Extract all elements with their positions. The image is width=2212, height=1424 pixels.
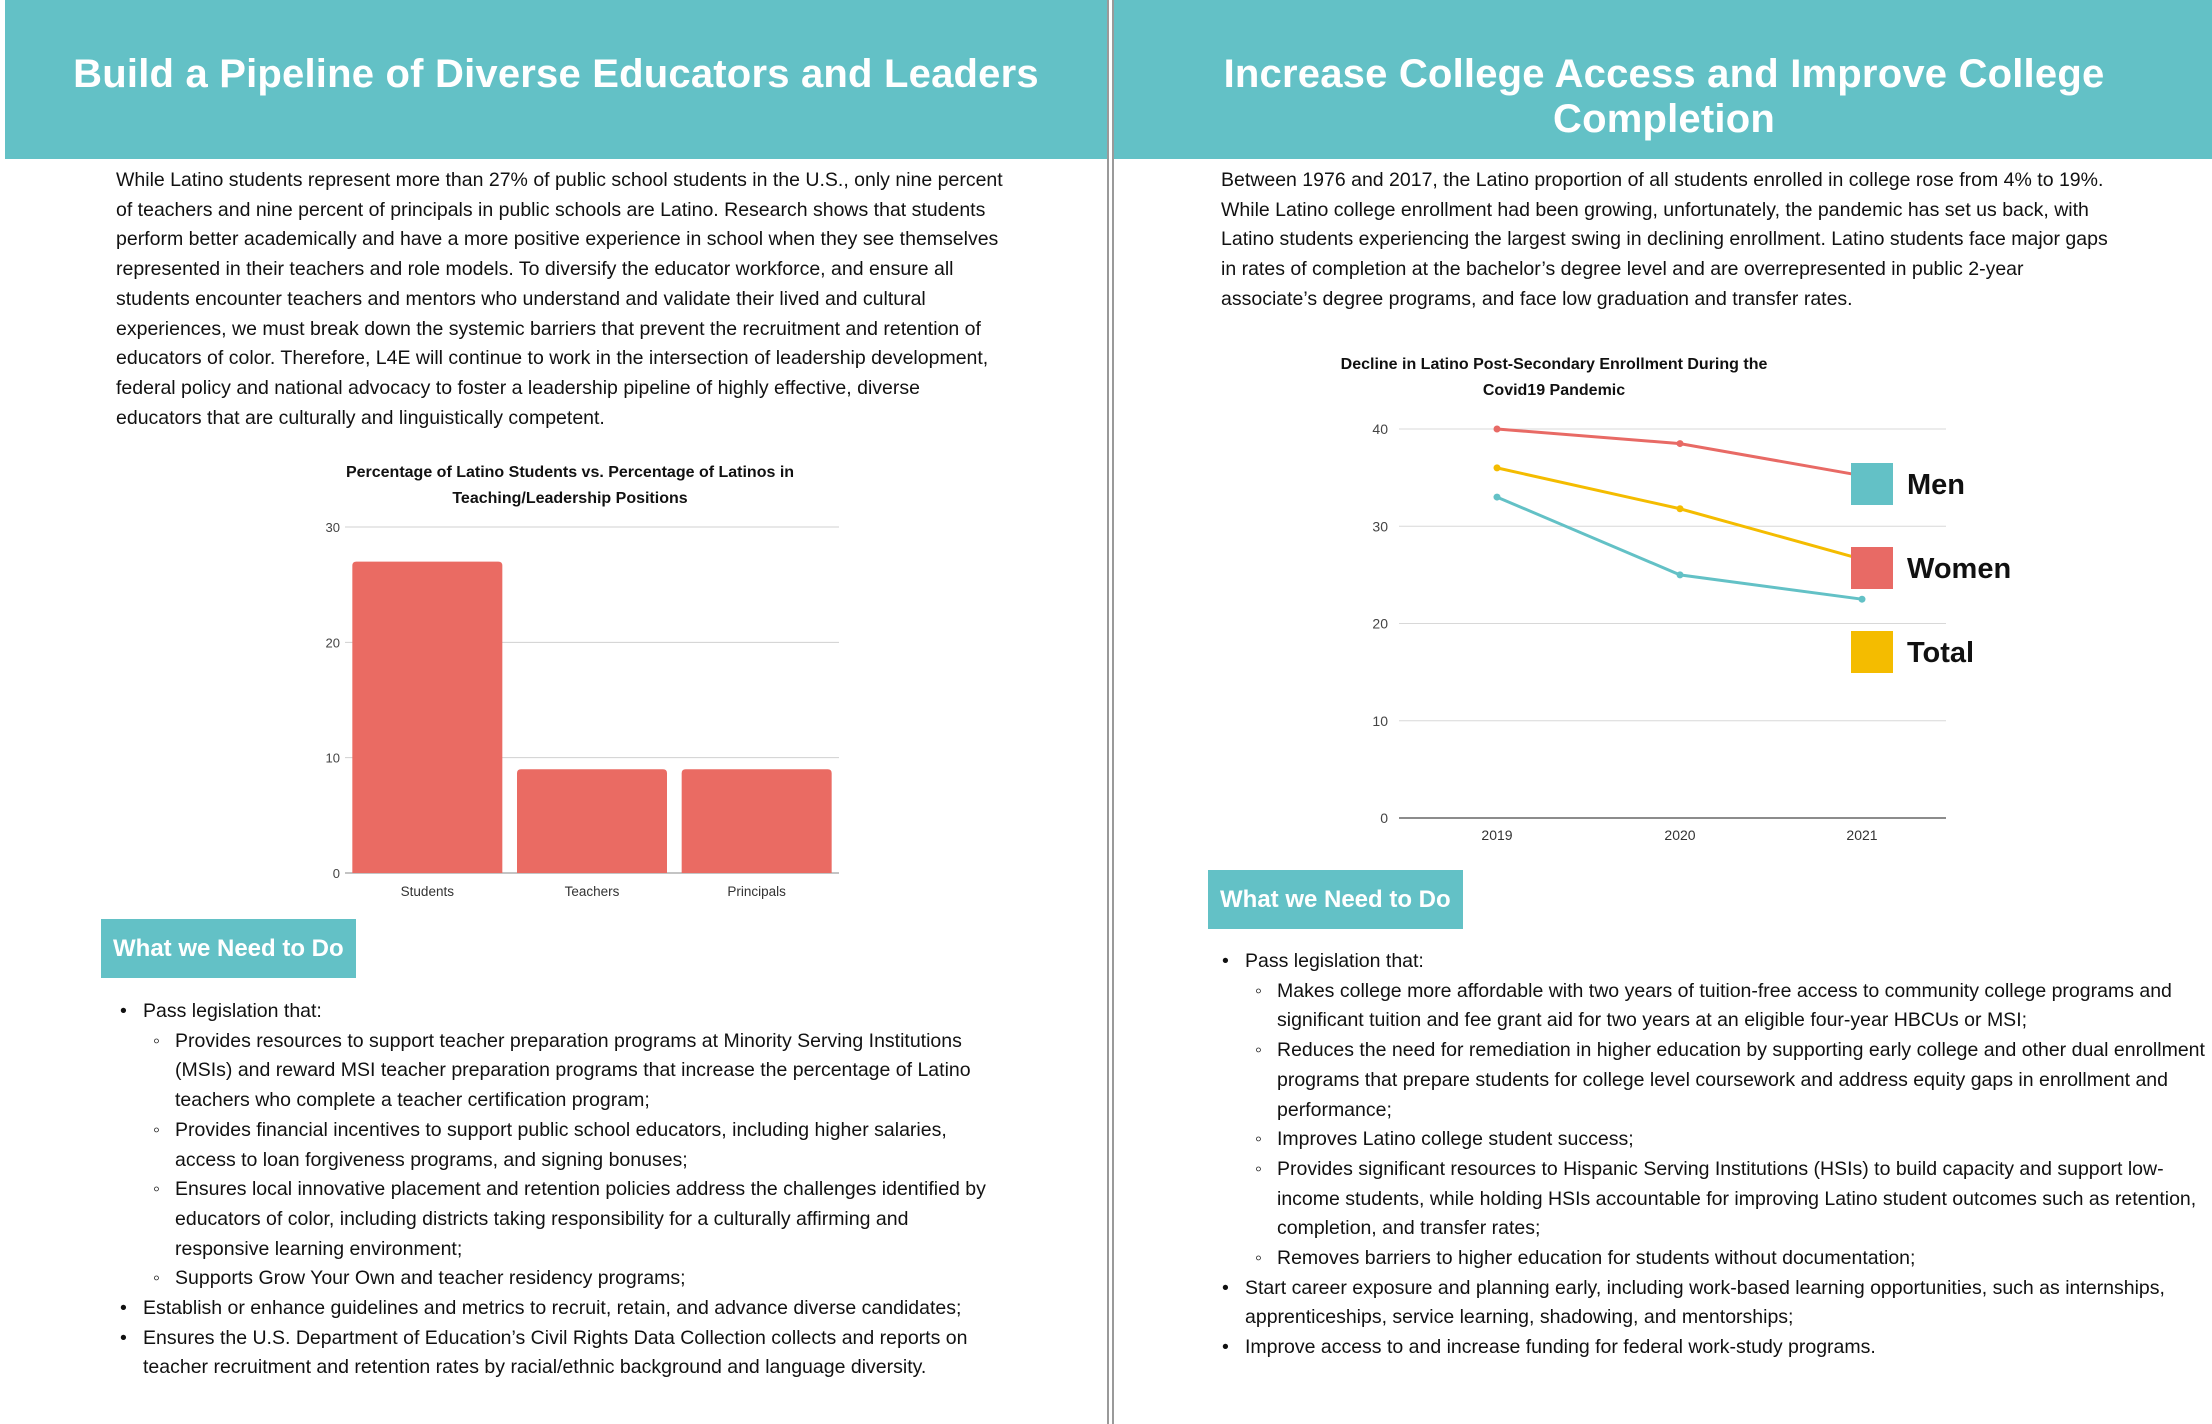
legend-label: Men xyxy=(1907,469,1965,501)
list-item-text: Pass legislation that: xyxy=(1245,950,1424,972)
x-tick-label: 2019 xyxy=(1481,827,1513,843)
y-tick-label: 40 xyxy=(1372,421,1388,437)
y-tick-label: 30 xyxy=(1372,518,1388,535)
list-item xyxy=(1222,947,2207,1274)
action-list xyxy=(1222,947,2207,1363)
data-point xyxy=(1494,494,1501,501)
series-line xyxy=(1497,468,1862,559)
list-item xyxy=(1222,1274,2207,1333)
list-item xyxy=(120,1294,1000,1324)
sub-list xyxy=(143,1027,1000,1294)
list-item-text: Start career exposure and planning early, including work-based learning opportunities, such as internships, apprenticeships, service learning, shadowing, and mentorships; xyxy=(1245,1276,2165,1329)
page-title: Increase College Access and Improve College Completion xyxy=(1223,52,2105,141)
list-item-text: Pass legislation that: xyxy=(143,1000,322,1022)
bar xyxy=(352,562,502,873)
list-item-text: Ensures the U.S. Department of Education’s Civil Rights Data Collection collects and reports on teacher recruitment and retention rates by racial/ethnic background and language diversity. xyxy=(143,1326,968,1379)
data-point xyxy=(1859,596,1866,603)
bar-chart-title: Percentage of Latino Students vs. Percentage of Latinos in Teaching/Leadership Positions xyxy=(345,464,795,507)
y-tick-label: 10 xyxy=(1372,712,1388,729)
y-tick-label: 10 xyxy=(325,750,340,766)
series-line xyxy=(1497,497,1862,599)
list-item-text: Improve access to and increase funding for federal work-study programs. xyxy=(1245,1336,1876,1359)
list-item xyxy=(120,997,1000,1294)
action-list xyxy=(120,997,1000,1383)
page-right xyxy=(1112,0,2212,1424)
x-tick-label: 2020 xyxy=(1664,827,1696,843)
list-item xyxy=(120,1324,1000,1383)
title-banner xyxy=(5,0,1107,159)
y-tick-label: 0 xyxy=(332,866,340,881)
bar xyxy=(682,769,832,873)
page-left xyxy=(5,0,1109,1424)
sub-list-item: ◦ Provides significant resources to Hispanic Serving Institutions (HSIs) to build capacity and support low-income students, while holding HSIs accountable for improving Latino student outcomes such as retention, completion, and transfer rates; xyxy=(1245,1155,2207,1244)
page-title: Build a Pipeline of Diverse Educators and Leaders xyxy=(73,52,1039,96)
data-point xyxy=(1494,464,1501,471)
data-point xyxy=(1677,440,1684,447)
x-tick-label: Teachers xyxy=(564,884,620,899)
sub-list-item: ◦ Provides financial incentives to support public school educators, including higher salaries, access to loan forgiveness programs, and signing bonuses; xyxy=(143,1116,1000,1175)
intro-paragraph: Between 1976 and 2017, the Latino proportion of all students enrolled in college rose from 4% to 19%. While Latino college enrollment had been growing, unfortunately, the pandemic has set us back, with Latino students experiencing the largest swing in declining enrollment. Latino students face major gaps in rates of completion at the bachelor’s degree level and are overrepresented in public 2-year associate’s degree programs, and face low graduation and transfer rates. xyxy=(1221,169,2108,310)
legend-swatch xyxy=(1851,463,1893,505)
intro-paragraph: While Latino students represent more than 27% of public school students in the U.S., only nine percent of teachers and nine percent of principals in public schools are Latino. Research shows that students perform better academically and have a more positive experience in school when they see themselves represented in their teachers and role models. To diversify the educator workforce, and ensure all students encounter teachers and mentors who understand and validate their lived and cultural experiences, we must break down the systemic barriers that prevent the recruitment and retention of educators of color. Therefore, L4E will continue to work in the intersection of leadership development, federal policy and national advocacy to foster a leadership pipeline of highly effective, diverse educators that are culturally and linguistically competent. xyxy=(116,169,1003,429)
x-tick-label: 2021 xyxy=(1846,827,1878,843)
sub-list-item: ◦ Removes barriers to higher education for students without documentation; xyxy=(1245,1244,2207,1274)
legend-swatch xyxy=(1851,547,1893,589)
line-chart-title: Decline in Latino Post-Secondary Enrollment During the Covid19 Pandemic xyxy=(1340,356,1768,399)
bar xyxy=(517,769,667,873)
x-tick-label: Principals xyxy=(727,884,786,899)
sub-list-item: ◦ Provides resources to support teacher preparation programs at Minority Serving Institutions (MSIs) and reward MSI teacher preparation programs that increase the percentage of Latino teachers who complete a teacher certification program; xyxy=(143,1027,1000,1116)
data-point xyxy=(1494,426,1501,433)
sub-list-item: ◦ Makes college more affordable with two years of tuition-free access to community college programs and significant tuition and fee grant aid for two years at an eligible four-year HBCUs or MSI; xyxy=(1245,977,2207,1036)
sub-list xyxy=(1245,977,2207,1274)
sub-list-item: ◦ Improves Latino college student success; xyxy=(1245,1125,2207,1155)
list-item-text: Establish or enhance guidelines and metrics to recruit, retain, and advance diverse candidates; xyxy=(143,1297,962,1320)
y-tick-label: 30 xyxy=(325,520,340,535)
sub-list-item: ◦ Ensures local innovative placement and retention policies address the challenges identified by educators of color, including districts taking responsibility for a culturally affirming and responsive learning environment; xyxy=(143,1175,1000,1264)
legend-label: Women xyxy=(1907,553,2012,585)
y-tick-label: 20 xyxy=(325,635,340,651)
list-item xyxy=(1222,1333,2207,1363)
data-point xyxy=(1677,571,1684,578)
section-heading: What we Need to Do xyxy=(101,919,356,978)
legend-label: Total xyxy=(1907,637,1975,669)
data-point xyxy=(1677,505,1684,512)
section-heading: What we Need to Do xyxy=(1208,870,1463,929)
x-tick-label: Students xyxy=(400,884,454,899)
series-line xyxy=(1497,429,1862,476)
legend-swatch xyxy=(1851,631,1893,673)
sub-list-item: ◦ Supports Grow Your Own and teacher residency programs; xyxy=(143,1264,1000,1294)
sub-list-item: ◦ Reduces the need for remediation in higher education by supporting early college and other dual enrollment programs that prepare students for college level coursework and address equity gaps in enrollment and performance; xyxy=(1245,1036,2207,1125)
bar-chart xyxy=(305,510,865,910)
y-tick-label: 20 xyxy=(1372,615,1388,632)
y-tick-label: 0 xyxy=(1380,810,1388,826)
title-banner xyxy=(1114,0,2212,159)
